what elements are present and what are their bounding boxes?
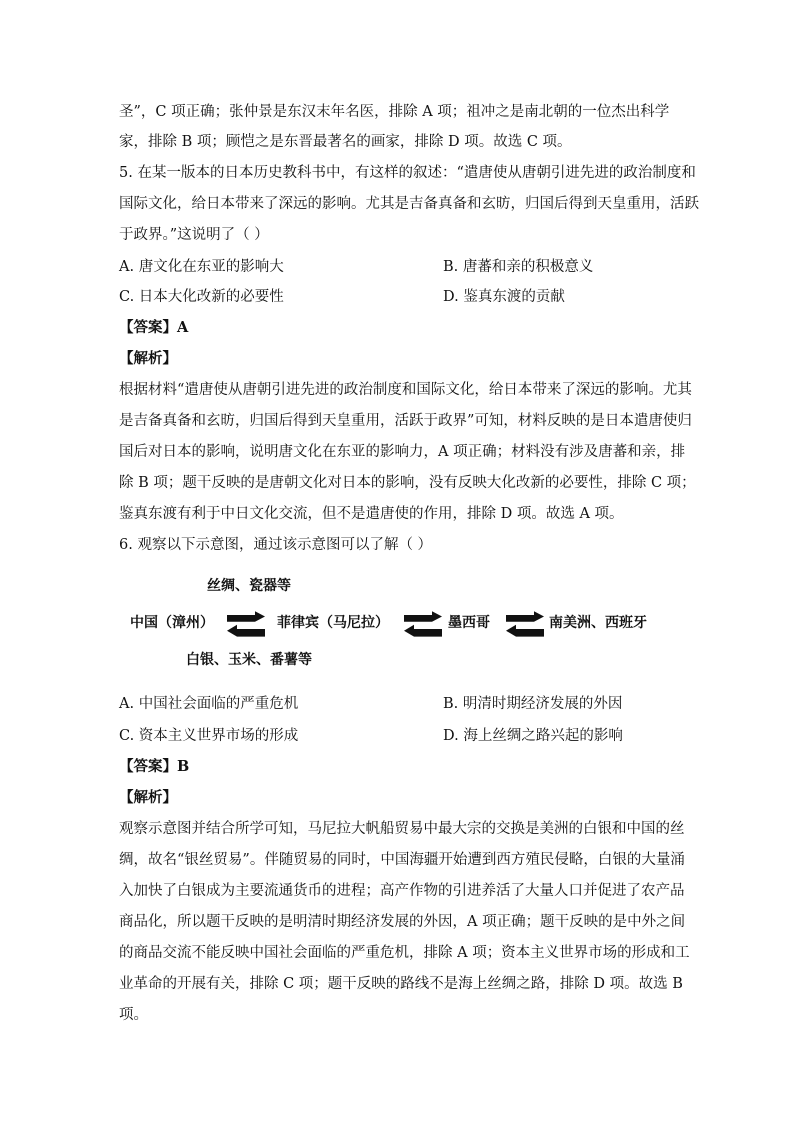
- q6-analysis-label: 【解析】: [119, 789, 177, 806]
- q6-option-a: A. 中国社会面临的严重危机: [119, 696, 299, 712]
- question-5-stem-line: 5. 在某一版本的日本历史教科书中，有这样的叙述：“遣唐使从唐朝引进先进的政治制度和: [119, 165, 696, 181]
- double-arrow-icon: [225, 609, 267, 641]
- q6-analysis-line: 业革命的开展有关，排除 C 项；题干反映的路线不是海上丝绸之路，排除 D 项。故选 B: [119, 976, 683, 992]
- q5-option-d: D. 鉴真东渡的贡献: [443, 289, 565, 305]
- q5-analysis-label: 【解析】: [119, 350, 177, 367]
- question-6-stem: 6. 观察以下示意图，通过该示意图可以了解（ ）: [119, 537, 433, 553]
- q6-analysis-line: 观察示意图并结合所学可知，马尼拉大帆船贸易中最大宗的交换是美洲的白银和中国的丝: [119, 821, 685, 837]
- diagram-node-philippines: 菲律宾（马尼拉）: [277, 615, 389, 631]
- question-5-stem-line: 于政界。”这说明了（ ）: [119, 227, 269, 243]
- diagram-node-china: 中国（漳州）: [130, 615, 214, 631]
- q6-analysis-line: 商品化，所以题干反映的是明清时期经济发展的外因，A 项正确；题干反映的是中外之间: [119, 914, 686, 930]
- paragraph-line: 家，排除 B 项；顾恺之是东晋最著名的画家，排除 D 项。故选 C 项。: [119, 134, 572, 150]
- q5-option-a: A. 唐文化在东亚的影响大: [119, 259, 284, 275]
- q6-option-d: D. 海上丝绸之路兴起的影响: [443, 728, 623, 744]
- question-5-stem-line: 国际文化，给日本带来了深远的影响。尤其是吉备真备和玄昉，归国后得到天皇重用，活跃: [119, 196, 699, 212]
- diagram-top-goods: 丝绸、瓷器等: [207, 578, 291, 594]
- q5-option-c: C. 日本大化改新的必要性: [119, 289, 284, 305]
- q6-answer: 【答案】B: [119, 758, 190, 775]
- q5-option-b: B. 唐蕃和亲的积极意义: [443, 259, 594, 275]
- q5-analysis-line: 除 B 项；题干反映的是唐朝文化对日本的影响，没有反映大化改新的必要性，排除 C 项；: [119, 475, 696, 491]
- q5-analysis-line: 鉴真东渡有利于中日文化交流，但不是遣唐使的作用，排除 D 项。故选 A 项。: [119, 506, 624, 522]
- q5-analysis-line: 是吉备真备和玄昉，归国后得到天皇重用，活跃于政界”可知，材料反映的是日本遣唐使归: [119, 413, 692, 429]
- q5-answer: 【答案】A: [119, 319, 189, 336]
- diagram-node-south-america-spain: 南美洲、西班牙: [549, 615, 647, 631]
- q6-analysis-line: 入加快了白银成为主要流通货币的进程；高产作物的引进养活了大量人口并促进了农产品: [119, 883, 685, 899]
- q6-analysis-line: 的商品交流不能反映中国社会面临的严重危机，排除 A 项；资本主义世界市场的形成和工: [119, 945, 690, 961]
- q6-option-b: B. 明清时期经济发展的外因: [443, 696, 623, 712]
- double-arrow-icon: [504, 609, 546, 641]
- q6-option-c: C. 资本主义世界市场的形成: [119, 728, 299, 744]
- double-arrow-icon: [402, 609, 444, 641]
- paragraph-line: 圣”，C 项正确；张仲景是东汉末年名医，排除 A 项；祖冲之是南北朝的一位杰出科学: [119, 104, 670, 120]
- q5-analysis-line: 国后对日本的影响，说明唐文化在东亚的影响力，A 项正确；材料没有涉及唐蕃和亲，排: [119, 444, 686, 460]
- q6-analysis-line: 绸，故名“银丝贸易”。伴随贸易的同时，中国海疆开始遭到西方殖民侵略，白银的大量涌: [119, 852, 685, 868]
- q6-analysis-line: 项。: [119, 1007, 148, 1023]
- diagram-bottom-goods: 白银、玉米、番薯等: [186, 652, 312, 668]
- diagram-node-mexico: 墨西哥: [448, 615, 490, 631]
- q5-analysis-line: 根据材料“遣唐使从唐朝引进先进的政治制度和国际文化，给日本带来了深远的影响。尤其: [119, 382, 692, 398]
